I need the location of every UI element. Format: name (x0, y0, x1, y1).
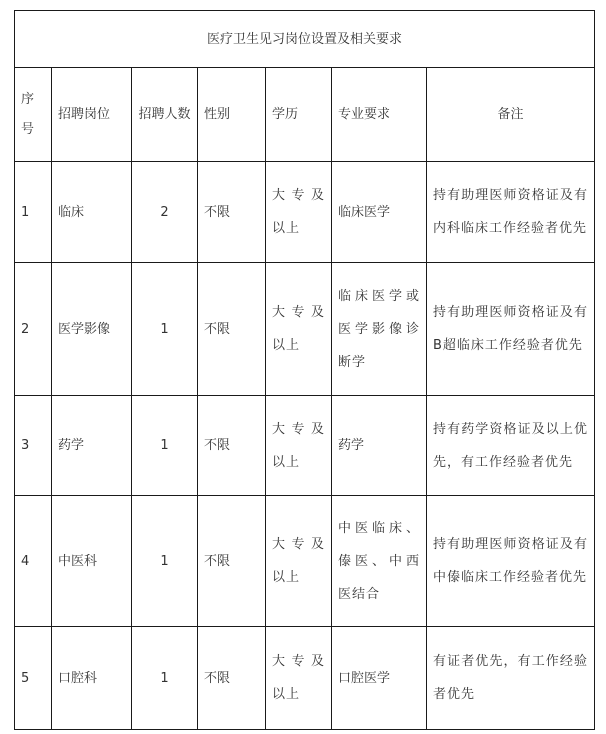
row-gender: 不限 (198, 162, 266, 263)
row-gender: 不限 (198, 263, 266, 396)
row-position: 医学影像 (52, 263, 132, 396)
header-remark: 备注 (427, 68, 595, 162)
row-remark: 持有助理医师资格证及有内科临床工作经验者优先 (427, 162, 595, 263)
header-major: 专业要求 (332, 68, 427, 162)
recruitment-table (14, 10, 595, 730)
row-count: 1 (132, 496, 198, 627)
row-major: 临床医学 (332, 162, 427, 263)
row-remark: 持有药学资格证及以上优先，有工作经验者优先 (427, 396, 595, 496)
row-count: 2 (132, 162, 198, 263)
table-row (15, 396, 595, 496)
row-education: 大专及以上 (266, 396, 332, 496)
row-gender: 不限 (198, 496, 266, 627)
row-major: 药学 (332, 396, 427, 496)
row-seq: 5 (15, 627, 52, 730)
header-seq: 序号 (15, 68, 52, 162)
row-education: 大专及以上 (266, 162, 332, 263)
row-position: 口腔科 (52, 627, 132, 730)
header-education: 学历 (266, 68, 332, 162)
row-seq: 4 (15, 496, 52, 627)
table-row (15, 627, 595, 730)
row-position: 中医科 (52, 496, 132, 627)
row-count: 1 (132, 263, 198, 396)
table-row (15, 263, 595, 396)
header-gender: 性别 (198, 68, 266, 162)
row-position: 药学 (52, 396, 132, 496)
row-position: 临床 (52, 162, 132, 263)
row-seq: 3 (15, 396, 52, 496)
row-gender: 不限 (198, 627, 266, 730)
row-count: 1 (132, 396, 198, 496)
row-gender: 不限 (198, 396, 266, 496)
row-education: 大专及以上 (266, 263, 332, 396)
row-seq: 2 (15, 263, 52, 396)
row-education: 大专及以上 (266, 627, 332, 730)
header-position: 招聘岗位 (52, 68, 132, 162)
header-row (15, 68, 595, 162)
row-major: 临床医学或医学影像诊断学 (332, 263, 427, 396)
table-row (15, 162, 595, 263)
table-title: 医疗卫生见习岗位设置及相关要求 (15, 11, 595, 68)
row-remark: 持有助理医师资格证及有中傣临床工作经验者优先 (427, 496, 595, 627)
row-remark: 持有助理医师资格证及有B超临床工作经验者优先 (427, 263, 595, 396)
header-count: 招聘人数 (132, 68, 198, 162)
table-row (15, 496, 595, 627)
row-remark: 有证者优先，有工作经验者优先 (427, 627, 595, 730)
row-count: 1 (132, 627, 198, 730)
row-education: 大专及以上 (266, 496, 332, 627)
row-major: 中医临床、傣医、中西医结合 (332, 496, 427, 627)
row-major: 口腔医学 (332, 627, 427, 730)
row-seq: 1 (15, 162, 52, 263)
